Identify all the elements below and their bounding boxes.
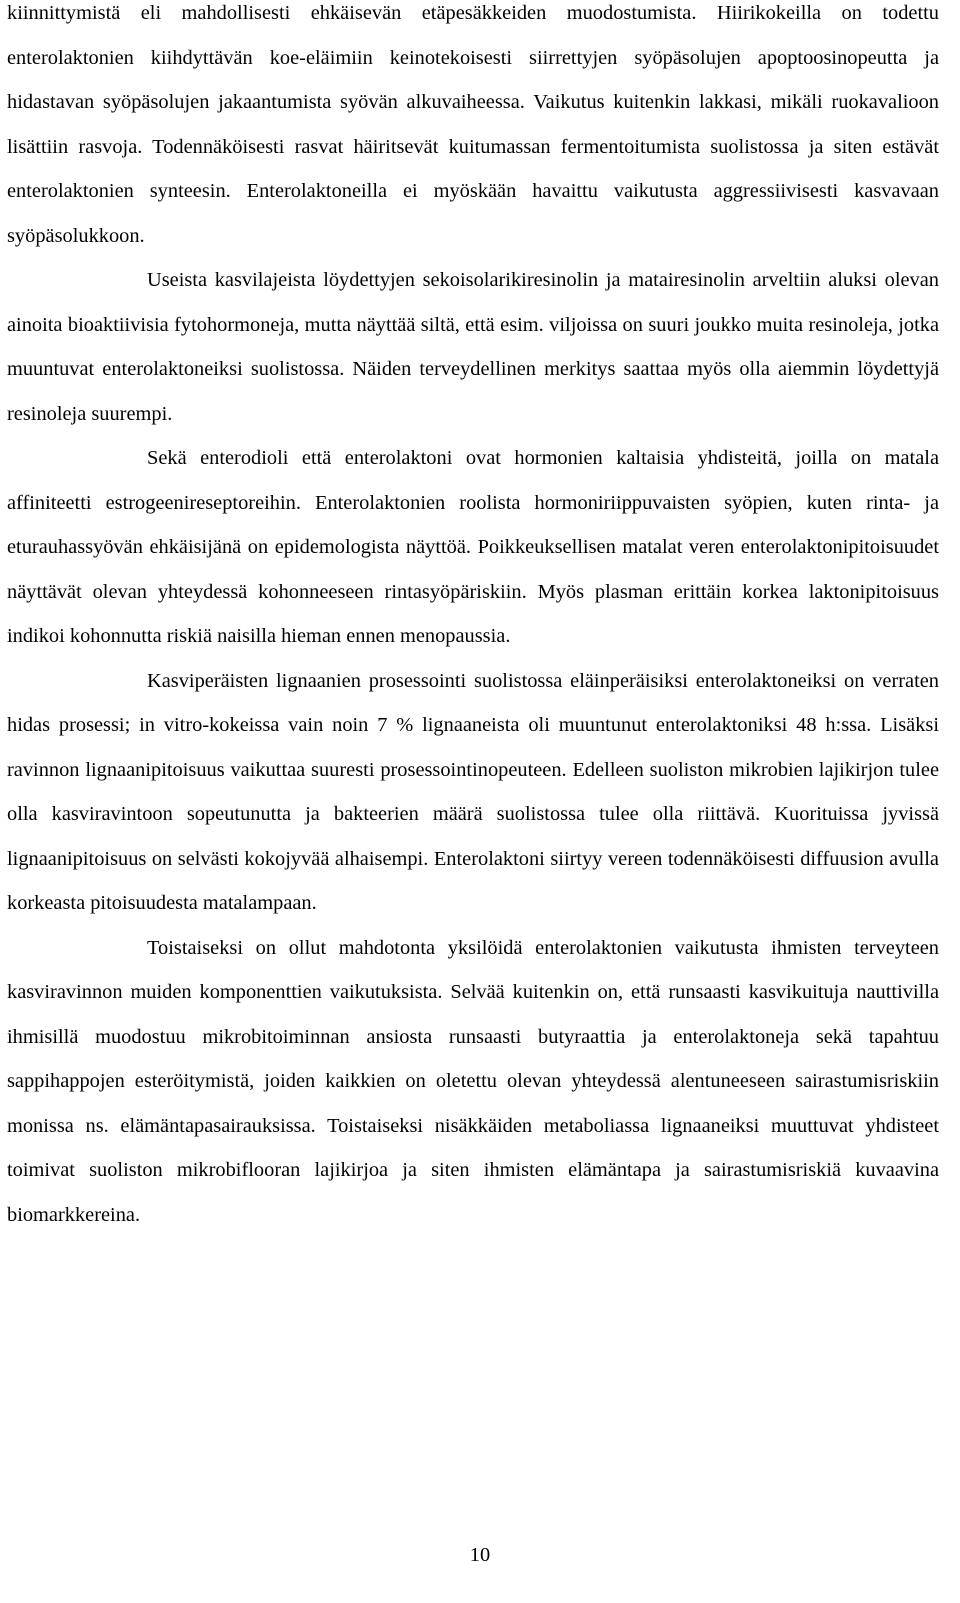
paragraph-5: Toistaiseksi on ollut mahdotonta yksilöidä enterolaktonien vaikutusta ihmisten terveyteen kasviravinnon muiden komponenttien vaikutuksista. Selvää kuitenkin on, että runsaasti kasvikuituja nauttivilla ihmisillä muodostuu mikrobitoiminnan ansiosta runsaasti butyraattia ja enterolaktoneja sekä tapahtuu sappihappojen esteröitymistä, joiden kaikkien on oletettu olevan yhteydessä alentuneeseen sairastumisriskiin monissa ns. elämäntapasairauksissa. Toistaiseksi nisäkkäiden metaboliassa lignaaneiksi muuttuvat yhdisteet toimivat suoliston mikrobiflooran lajikirjoa ja siten ihmisten elämäntapa ja sairastumisriskiä kuvaavina biomarkkereina. (7, 936, 939, 1226)
paragraph-2: Useista kasvilajeista löydettyjen sekoisolarikiresinolin ja matairesinolin arveltiin aluksi olevan ainoita bioaktiivisia fytohormoneja, mutta näyttää siltä, että esim. viljoissa on suuri joukko muita resinoleja, jotka muuntuvat enterolaktoneiksi suolistossa. Näiden terveydellinen merkitys saattaa myös olla aiemmin löydettyjä resinoleja suurempi. (7, 269, 939, 425)
body-text (7, 0, 939, 1237)
paragraph-3: Sekä enterodioli että enterolaktoni ovat hormonien kaltaisia yhdisteitä, joilla on matala affiniteetti estrogeenireseptoreihin. Enterolaktonien roolista hormoniriippuvaisten syöpien, kuten rinta- ja eturauhassyövän ehkäisijänä on epidemologista näyttöä. Poikkeuksellisen matalat veren enterolaktonipitoisuudet näyttävät olevan yhteydessä kohonneeseen rintasyöpäriskiin. Myös plasman erittäin korkea laktonipitoisuus indikoi kohonnutta riskiä naisilla hieman ennen menopaussia. (7, 447, 939, 647)
page-number: 10 (469, 1544, 491, 1566)
paragraph-4: Kasviperäisten lignaanien prosessointi suolistossa eläinperäisiksi enterolaktoneiksi on verraten hidas prosessi; in vitro-kokeissa vain noin 7 % lignaaneista oli muuntunut enterolaktoniksi 48 h:ssa. Lisäksi ravinnon lignaanipitoisuus vaikuttaa suuresti prosessointinopeuteen. Edelleen suoliston mikrobien lajikirjon tulee olla kasviravintoon sopeutunutta ja bakteerien määrä suolistossa tulee olla riittävä. Kuorituissa jyvissä lignaanipitoisuus on selvästi kokojyvää alhaisempi. Enterolaktoni siirtyy vereen todennäköisesti diffuusion avulla korkeasta pitoisuudesta matalampaan. (7, 669, 939, 914)
paragraph-1: kiinnittymistä eli mahdollisesti ehkäisevän etäpesäkkeiden muodostumista. Hiirikokeilla on todettu enterolaktonien kiihdyttävän koe-eläimiin keinotekoisesti siirrettyjen syöpäsolujen apoptoosinopeutta ja hidastavan syöpäsolujen jakaantumista syövän alkuvaiheessa. Vaikutus kuitenkin lakkasi, mikäli ruokavalioon lisättiin rasvoja. Todennäköisesti rasvat häiritsevät kuitumassan fermentoitumista suolistossa ja siten estävät enterolaktonien synteesin. Enterolaktoneilla ei myöskään havaittu vaikutusta aggressiivisesti kasvavaan syöpäsolukkoon. (7, 2, 939, 247)
